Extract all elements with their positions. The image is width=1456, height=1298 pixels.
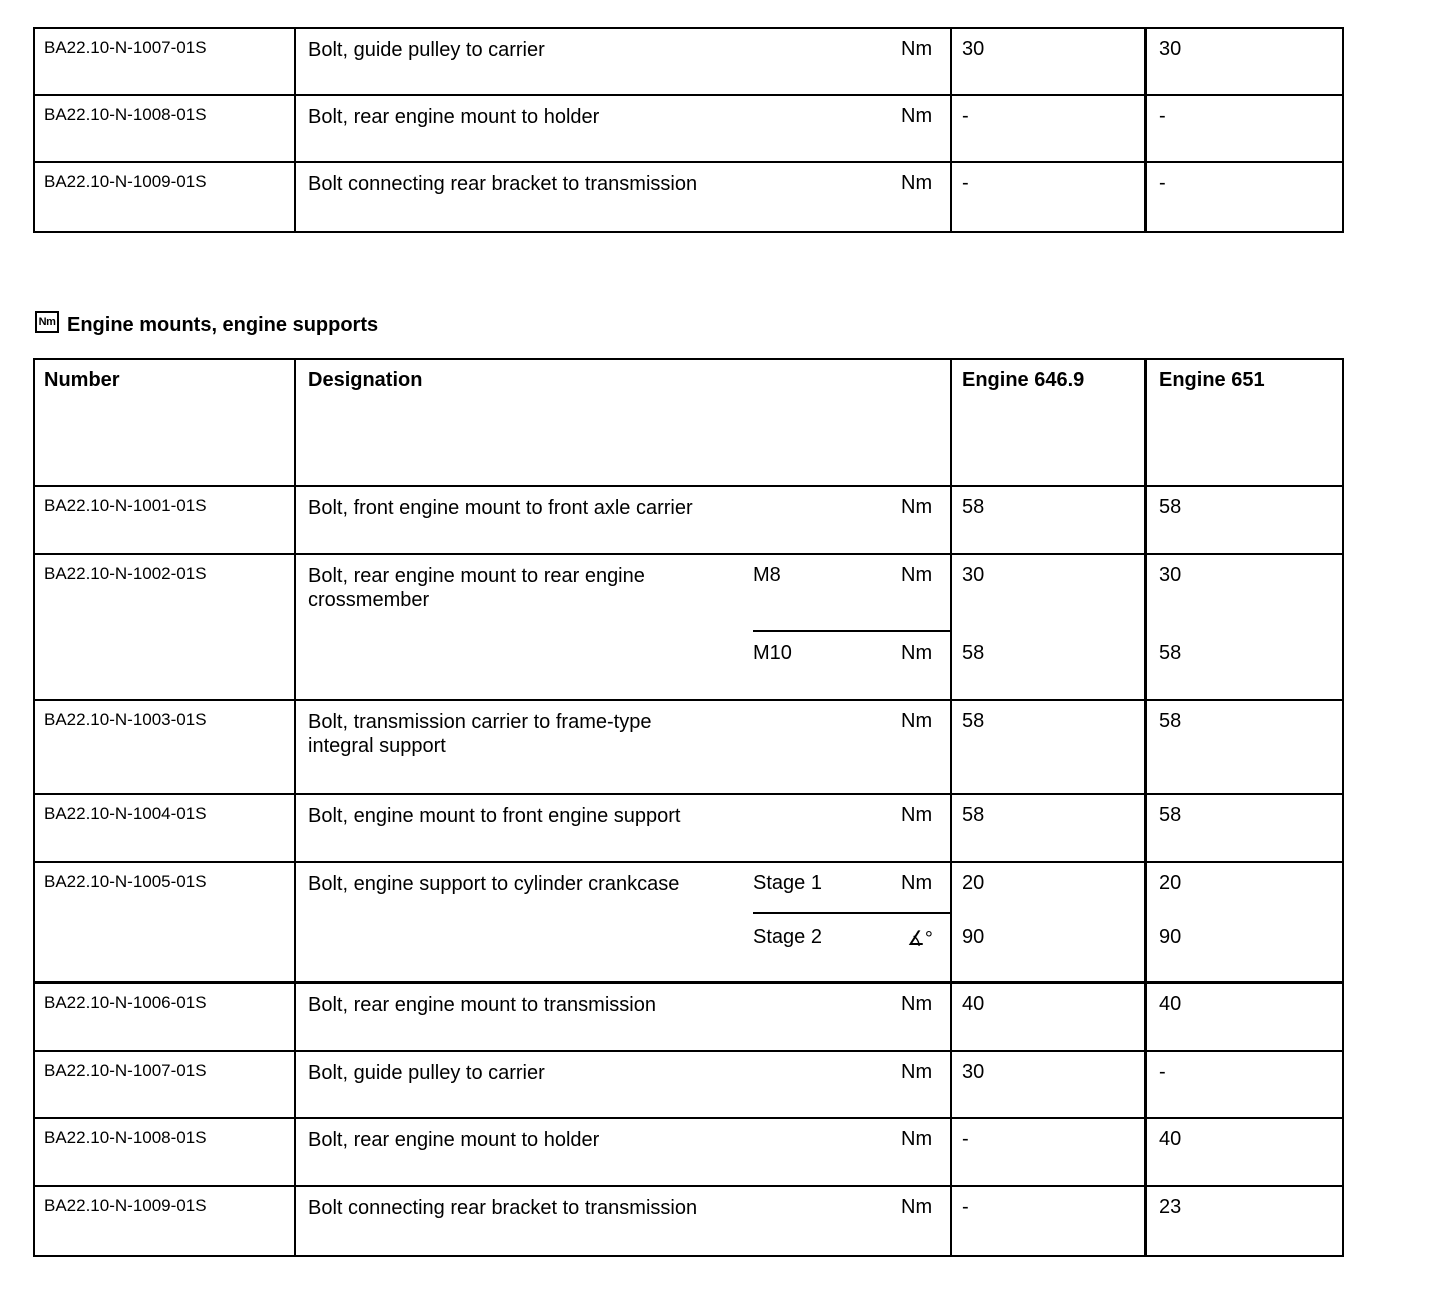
top-torque-table bbox=[33, 27, 1344, 233]
part-number: BA22.10-N-1008-01S bbox=[44, 105, 207, 124]
unit: Nm bbox=[901, 872, 933, 894]
angle-degree-icon: ∡° bbox=[907, 928, 933, 950]
part-number: BA22.10-N-1006-01S bbox=[44, 993, 207, 1012]
designation: Bolt, transmission carrier to frame-type integral support bbox=[308, 711, 652, 757]
value-engine-646: - bbox=[962, 1128, 969, 1150]
value-engine-651: 58 bbox=[1159, 642, 1182, 664]
value-engine-651: 20 bbox=[1159, 872, 1182, 894]
table-row bbox=[33, 161, 1343, 231]
part-number: BA22.10-N-1009-01S bbox=[44, 1196, 207, 1215]
unit: Nm bbox=[901, 1061, 933, 1083]
unit: Nm bbox=[901, 496, 933, 518]
designation: Bolt, engine support to cylinder crankcase bbox=[308, 873, 680, 895]
table-row bbox=[33, 699, 1343, 793]
value-engine-651: 90 bbox=[1159, 926, 1182, 948]
unit: Nm bbox=[901, 710, 933, 732]
value-engine-646: - bbox=[962, 105, 969, 127]
part-number: BA22.10-N-1003-01S bbox=[44, 710, 207, 729]
bolt-size-label: M8 bbox=[753, 564, 781, 586]
designation: Bolt, guide pulley to carrier bbox=[308, 39, 545, 61]
unit: Nm bbox=[901, 1128, 933, 1150]
value-engine-651: 40 bbox=[1159, 1128, 1182, 1150]
value-engine-646: - bbox=[962, 172, 969, 194]
designation: Bolt, rear engine mount to holder bbox=[308, 1129, 600, 1151]
engine-mounts-torque-table bbox=[33, 358, 1344, 1257]
table-row bbox=[33, 1185, 1343, 1255]
value-engine-646: 58 bbox=[962, 804, 985, 826]
table-header bbox=[33, 358, 1343, 485]
section-title bbox=[35, 314, 378, 337]
part-number: BA22.10-N-1009-01S bbox=[44, 172, 207, 191]
part-number: BA22.10-N-1005-01S bbox=[44, 872, 207, 891]
unit: Nm bbox=[901, 804, 933, 826]
part-number: BA22.10-N-1007-01S bbox=[44, 1061, 207, 1080]
torque-nm-icon: Nm bbox=[35, 311, 59, 333]
bolt-size-label: M10 bbox=[753, 642, 792, 664]
value-engine-646: 40 bbox=[962, 993, 985, 1015]
header-engine-651: Engine 651 bbox=[1159, 369, 1265, 391]
header-designation: Designation bbox=[308, 369, 423, 391]
designation: Bolt, rear engine mount to transmission bbox=[308, 994, 656, 1016]
designation: Bolt, engine mount to front engine support bbox=[308, 805, 681, 827]
value-engine-646: 58 bbox=[962, 496, 985, 518]
unit: Nm bbox=[901, 642, 933, 664]
value-engine-646: 20 bbox=[962, 872, 985, 894]
unit: Nm bbox=[901, 993, 933, 1015]
table-row bbox=[33, 553, 1343, 699]
value-engine-646: - bbox=[962, 1196, 969, 1218]
value-engine-646: 30 bbox=[962, 564, 985, 586]
designation: Bolt connecting rear bracket to transmission bbox=[308, 1197, 698, 1219]
part-number: BA22.10-N-1002-01S bbox=[44, 564, 207, 583]
table-row bbox=[33, 94, 1343, 161]
unit: Nm bbox=[901, 1196, 933, 1218]
value-engine-651: 58 bbox=[1159, 710, 1182, 732]
stage-label: Stage 1 bbox=[753, 872, 822, 894]
value-engine-651: 58 bbox=[1159, 496, 1182, 518]
designation: Bolt, guide pulley to carrier bbox=[308, 1062, 545, 1084]
header-number: Number bbox=[44, 369, 120, 391]
part-number: BA22.10-N-1004-01S bbox=[44, 804, 207, 823]
value-engine-651: 30 bbox=[1159, 564, 1182, 586]
value-engine-651: - bbox=[1159, 1061, 1166, 1083]
unit: Nm bbox=[901, 172, 933, 194]
table-row bbox=[33, 485, 1343, 553]
value-engine-646: 30 bbox=[962, 38, 985, 60]
value-engine-651: 40 bbox=[1159, 993, 1182, 1015]
unit: Nm bbox=[901, 105, 933, 127]
section-title-text: Engine mounts, engine supports bbox=[67, 314, 379, 336]
unit: Nm bbox=[901, 564, 933, 586]
part-number: BA22.10-N-1001-01S bbox=[44, 496, 207, 515]
value-engine-651: - bbox=[1159, 172, 1166, 194]
table-row bbox=[33, 1050, 1343, 1117]
designation: Bolt, rear engine mount to rear engine crossmember bbox=[308, 565, 645, 611]
header-engine-646: Engine 646.9 bbox=[962, 369, 1085, 391]
value-engine-651: 23 bbox=[1159, 1196, 1182, 1218]
value-engine-651: 58 bbox=[1159, 804, 1182, 826]
value-engine-646: 90 bbox=[962, 926, 985, 948]
unit: Nm bbox=[901, 38, 933, 60]
part-number: BA22.10-N-1007-01S bbox=[44, 38, 207, 57]
table-row bbox=[33, 982, 1343, 1050]
part-number: BA22.10-N-1008-01S bbox=[44, 1128, 207, 1147]
value-engine-651: - bbox=[1159, 105, 1166, 127]
value-engine-646: 30 bbox=[962, 1061, 985, 1083]
table-row bbox=[33, 1117, 1343, 1185]
table-row bbox=[33, 27, 1343, 94]
designation: Bolt connecting rear bracket to transmission bbox=[308, 173, 698, 195]
table-row bbox=[33, 793, 1343, 861]
designation: Bolt, rear engine mount to holder bbox=[308, 106, 600, 128]
designation: Bolt, front engine mount to front axle carrier bbox=[308, 497, 693, 519]
value-engine-646: 58 bbox=[962, 710, 985, 732]
stage-label: Stage 2 bbox=[753, 926, 822, 948]
table-row bbox=[33, 861, 1343, 981]
value-engine-646: 58 bbox=[962, 642, 985, 664]
value-engine-651: 30 bbox=[1159, 38, 1182, 60]
